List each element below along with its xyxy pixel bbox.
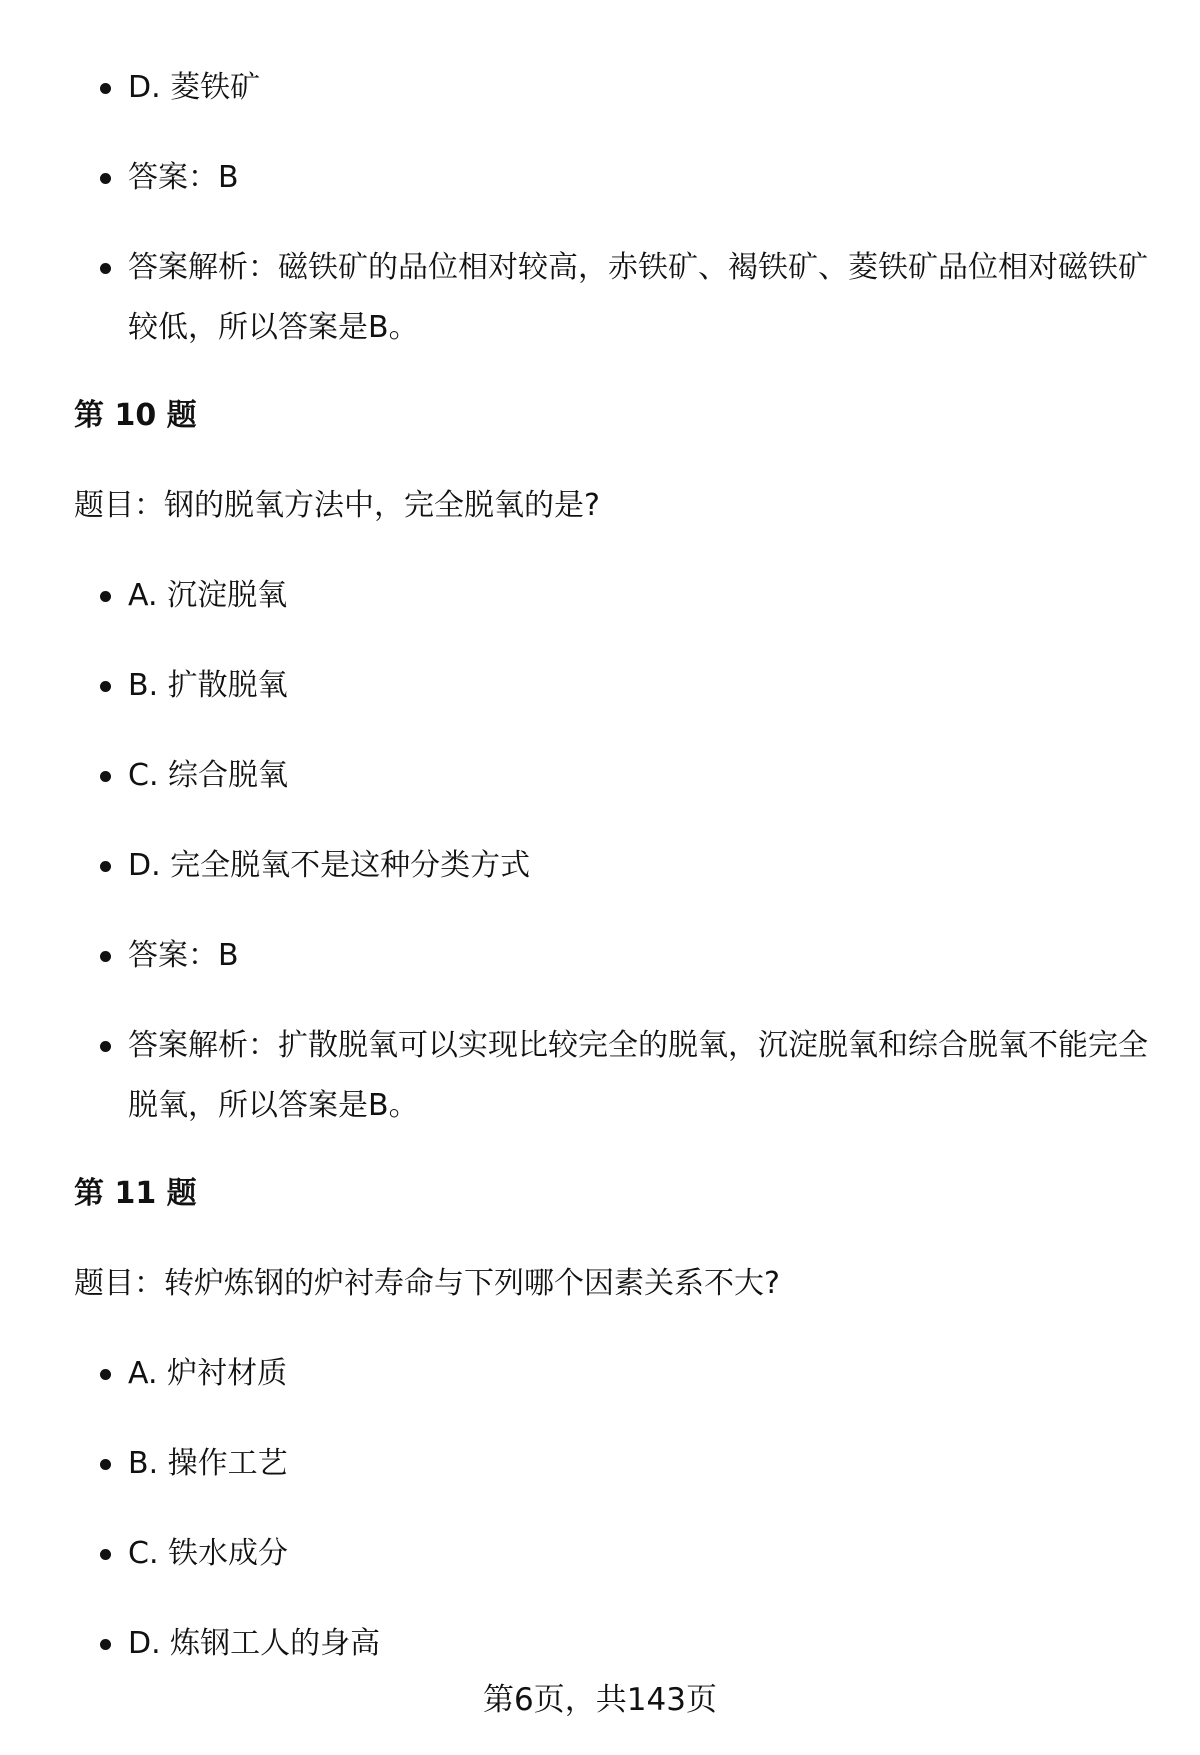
answer-text: 答案：B (128, 938, 239, 973)
option-text: A. 炉衬材质 (128, 1356, 288, 1391)
explanation-text: 答案解析：磁铁矿的品位相对较高，赤铁矿、褐铁矿、菱铁矿品位相对磁铁矿较低，所以答案是B。 (128, 250, 1148, 345)
bullet-icon (100, 591, 111, 602)
bullet-icon (100, 1041, 111, 1052)
option-text: C. 综合脱氧 (128, 758, 289, 793)
bullet-icon (100, 263, 111, 274)
bullet-icon (100, 771, 111, 782)
option-text: D. 完全脱氧不是这种分类方式 (128, 848, 531, 883)
bullet-icon (100, 83, 111, 94)
question-heading: 第 10 题 (74, 398, 197, 433)
option-text: B. 操作工艺 (128, 1446, 288, 1481)
bullet-icon (100, 681, 111, 692)
question-heading: 第 11 题 (74, 1176, 197, 1211)
option-text: D. 炼钢工人的身高 (128, 1626, 381, 1661)
bullet-icon (100, 1639, 111, 1650)
bullet-icon (100, 173, 111, 184)
option-text: B. 扩散脱氧 (128, 668, 288, 703)
bullet-icon (100, 861, 111, 872)
question-stem: 题目：转炉炼钢的炉衬寿命与下列哪个因素关系不大? (74, 1266, 780, 1301)
bullet-icon (100, 1549, 111, 1560)
bullet-icon (100, 951, 111, 962)
option-text: D. 菱铁矿 (128, 70, 261, 105)
question-stem: 题目：钢的脱氧方法中，完全脱氧的是? (74, 488, 600, 523)
explanation-text: 答案解析：扩散脱氧可以实现比较完全的脱氧，沉淀脱氧和综合脱氧不能完全脱氧，所以答案是B。 (128, 1028, 1148, 1123)
option-text: C. 铁水成分 (128, 1536, 289, 1571)
bullet-icon (100, 1369, 111, 1380)
option-text: A. 沉淀脱氧 (128, 578, 288, 613)
bullet-icon (100, 1459, 111, 1470)
answer-text: 答案：B (128, 160, 239, 195)
page-number: 第6页，共143页 (483, 1682, 717, 1718)
